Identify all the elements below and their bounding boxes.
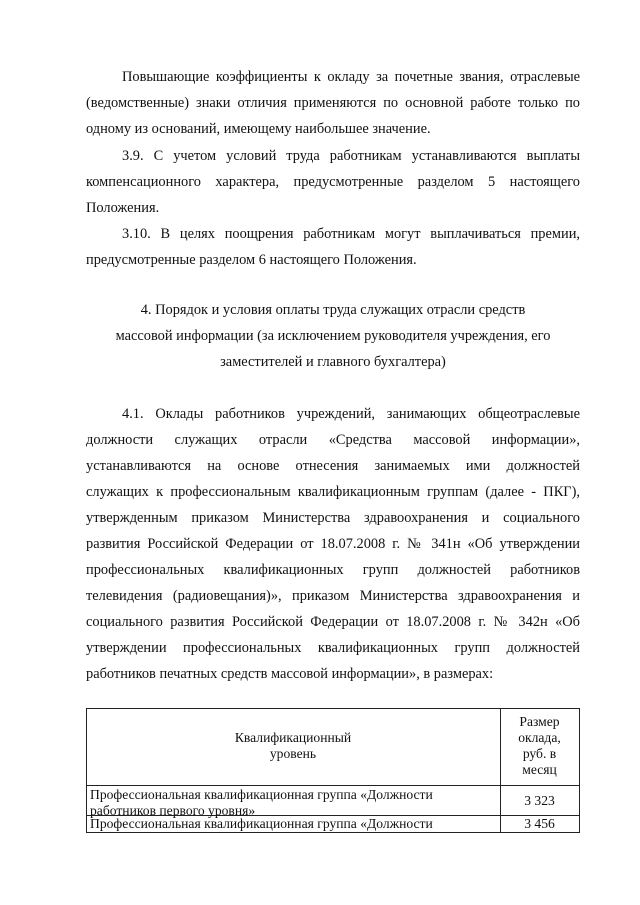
table-border [579,708,580,833]
header-text: уровень [269,746,317,761]
row-label: работников первого уровня» [90,803,256,818]
header-text: месяц [522,762,557,777]
header-text: Квалификационный [234,730,352,745]
header-text: руб. в [522,746,557,761]
heading-line: массовой информации (за исключением руководителя учреждения, его [115,328,551,344]
text-line: (ведомственные) знаки отличия применяются по основной работе только по [86,95,580,111]
text-line: служащих к профессиональным квалификационным группам (далее - ПКГ), [86,484,580,500]
table-border [86,785,580,786]
text-line: одному из оснований, имеющему наибольшее значение. [86,121,431,137]
text-line: 4.1. Оклады работников учреждений, занимающих общеотраслевые [122,406,580,422]
table-border [86,832,580,833]
text-line: утверждении профессиональных квалификационных групп должностей [86,640,580,656]
text-line: развития Российской Федерации от 18.07.2008 г. № 341н «Об утверждении [86,536,580,552]
text-line: должности служащих отрасли «Средства массовой информации», [86,432,580,448]
salary-table [86,708,580,833]
heading-line: 4. Порядок и условия оплаты труда служащих отрасли средств [140,302,526,318]
text-line: Повышающие коэффициенты к окладу за почетные звания, отраслевые [122,69,580,85]
row-value: 3 323 [524,793,555,808]
text-line: телевидения (радиовещания)», приказом Министерства здравоохранения и [86,588,580,604]
row-value: 3 456 [524,816,555,831]
table-header-level [86,730,500,762]
table-border [86,708,580,709]
text-line: 3.9. С учетом условий труда работникам устанавливаются выплаты [122,148,580,164]
header-text: оклада, [518,730,561,745]
table-header-salary [500,714,579,778]
header-text: Размер [519,714,560,729]
text-line: работников печатных средств массовой информации», в размерах: [86,666,494,682]
heading-line: заместителей и главного бухгалтера) [220,354,446,370]
text-line: социального развития Российской Федерации от 18.07.2008 г. № 342н «Об [86,614,580,630]
text-line: Положения. [86,200,160,216]
text-line: профессиональных квалификационных групп должностей работников [86,562,580,578]
table-row [90,816,496,832]
row-label: Профессиональная квалификационная группа «Должности [90,816,433,831]
table-row [90,787,496,819]
row-label: Профессиональная квалификационная группа «Должности [90,787,433,802]
text-line: предусмотренные разделом 6 настоящего Положения. [86,252,417,268]
table-border [86,708,87,833]
text-line: устанавливаются на основе отнесения занимаемых ими должностей [86,458,580,474]
text-line: компенсационного характера, предусмотренные разделом 5 настоящего [86,174,580,190]
text-line: утвержденным приказом Министерства здравоохранения и социального [86,510,580,526]
text-line: 3.10. В целях поощрения работникам могут выплачиваться премии, [122,226,580,242]
